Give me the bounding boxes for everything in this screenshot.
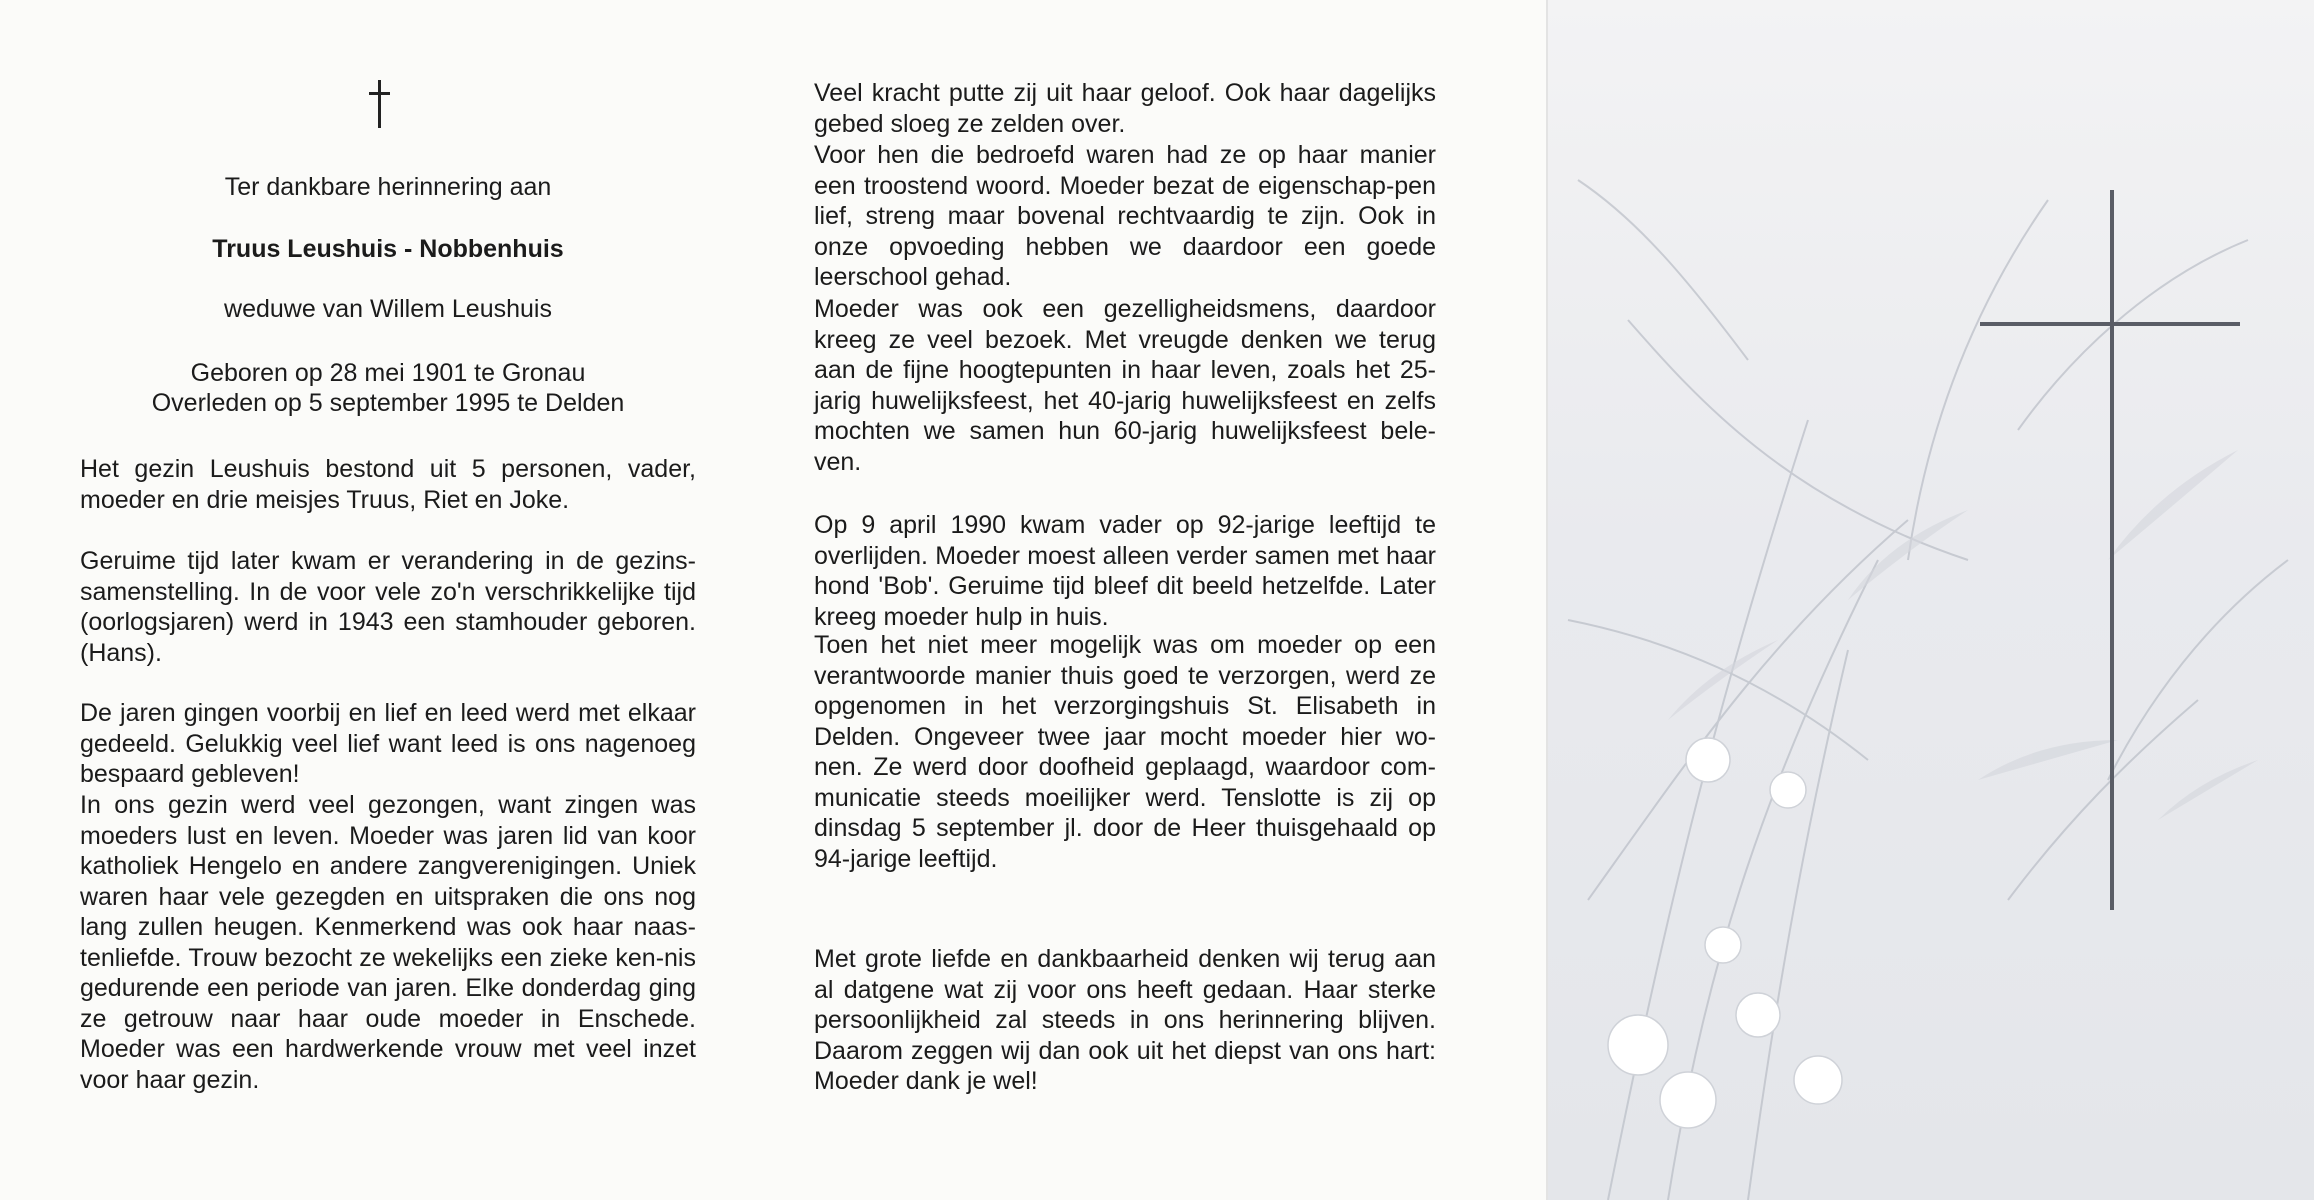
middle-paragraph-6: Met grote liefde en dankbaarheid denken wij terug aan al datgene wat zij voor ons heeft gedaan. Haar sterke persoonlijkheid zal steeds in ons herinnering blijven. Daarom zeggen wij dan ook uit het diepst van ons hart: Moeder dank je wel!	[814, 945, 1436, 1095]
death-date: Overleden op 5 september 1995 te Delden	[151, 389, 625, 417]
deceased-name: Truus Leushuis - Nobbenhuis	[212, 235, 564, 263]
large-cross-icon	[1980, 190, 2240, 910]
left-paragraph-1: Het gezin Leushuis bestond uit 5 personen, vader, moeder en drie meisjes Truus, Riet en Joke.	[80, 455, 696, 514]
widow-text: weduwe van Willem Leushuis	[224, 295, 552, 323]
cross-icon	[360, 78, 400, 130]
decorative-panel	[1548, 0, 2314, 1200]
birth-date: Geboren op 28 mei 1901 te Gronau	[190, 359, 586, 387]
left-paragraph-4: In ons gezin werd veel gezongen, want zingen was moeders lust en leven. Moeder was jaren lid van koor katholiek Hengelo en andere zangverenigingen. Uniek waren haar vele gezegden en uitspraken die ons nog lang zullen heugen. Kenmerkend was ook haar naas-tenliefde. Trouw bezocht ze wekelijks een zieke ken-nis gedurende een periode van jaren. Elke donderdag ging ze getrouw naar haar oude moeder in Enschede. Moeder was een hardwerkende vrouw met veel inzet voor haar gezin.	[80, 791, 696, 1094]
middle-paragraph-1: Veel kracht putte zij uit haar geloof. Ook haar dagelijks gebed sloeg ze zelden over.	[814, 79, 1436, 138]
intro-text: Ter dankbare herinnering aan	[224, 173, 552, 201]
middle-paragraph-3: Moeder was ook een gezelligheidsmens, daardoor kreeg ze veel bezoek. Met vreugde denken we terug aan de fijne hoogtepunten in haar leven, zoals het 25-jarig huwelijksfeest, het 40-jarig huwelijksfeest en zelfs mochten we samen hun 60-jarig huwelijksfeest bele-ven.	[814, 295, 1436, 476]
grass-illustration	[1548, 0, 2314, 1200]
middle-paragraph-5: Toen het niet meer mogelijk was om moeder op een verantwoorde manier thuis goed te verzorgen, werd ze opgenomen in het verzorgingshuis St. Elisabeth in Delden. Ongeveer twee jaar mocht moeder hier wo-nen. Ze werd door doofheid geplaagd, waardoor com-municatie steeds moeilijker werd. Tenslotte is zij op dinsdag 5 september jl. door de Heer thuisgehaald op 94-jarige leeftijd.	[814, 631, 1436, 873]
middle-paragraph-2: Voor hen die bedroefd waren had ze op haar manier een troostend woord. Moeder bezat de eigenschap-pen lief, streng maar bovenal rechtvaardig te zijn. Ook in onze opvoeding hebben we daardoor een goede leerschool gehad.	[814, 141, 1436, 291]
left-paragraph-3: De jaren gingen voorbij en lief en leed werd met elkaar gedeeld. Gelukkig veel lief want leed is ons nagenoeg bespaard gebleven!	[80, 699, 696, 788]
middle-paragraph-4: Op 9 april 1990 kwam vader op 92-jarige leeftijd te overlijden. Moeder moest alleen verder samen met haar hond 'Bob'. Geruime tijd bleef dit beeld hetzelfde. Later kreeg moeder hulp in huis.	[814, 511, 1436, 631]
left-paragraph-2: Geruime tijd later kwam er verandering in de gezins-samenstelling. In de voor vele zo'n verschrikkelijke tijd (oorlogsjaren) werd in 1943 een stamhouder geboren. (Hans).	[80, 547, 696, 667]
